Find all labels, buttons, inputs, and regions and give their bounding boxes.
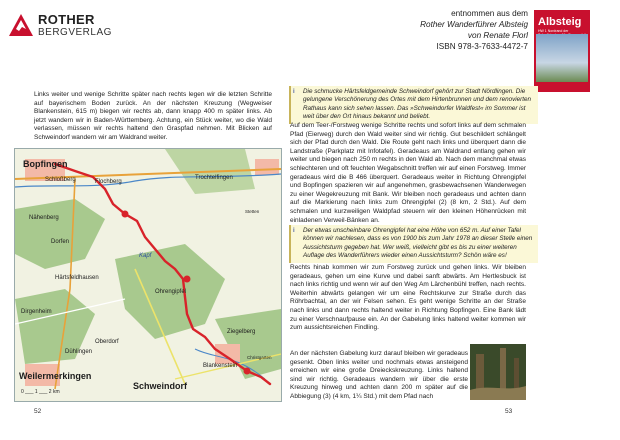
- map-label: Oberdorf: [95, 339, 119, 345]
- right-paragraph: Auf dem Teer-/Forstweg wenige Schritte rechts und sofort links auf dem schmalen Pfad (Eierweg) durch den Wald weiter sind wir richtig. Gut beschildert schlängelt sich der Pfad durch den Wald. Die Route geht nach links und überquert dann die Landstraße (Parkplatz mit Infotafel). Geradeaus am Waldrand entlang gehen wir weiter und biegen nach 250 m rechts in den Wald ab. Nach dem manchmal etwas schlechteren und oft feuchten Wegabschnitt treffen wir auf einen Forstweg. Immer geradeaus wird die B 466 überquert. Geradeaus weiter in Richtung Ohrengipfel und Bopfingen spazieren wir auf angenehmen, grasbewachsenen Wanderwegen zu einer Wegekreuzung mit Bank. Wir bleiben noch geradeaus und achten dann auf die Markierung nach links zum Ohrengipfel (2) (8 km, 2 Std.). Auf dem schmalen und kurzweiligen Waldpfad steuern wir den kleinen Höhenrücken mit einladenen Verweil-Bänken an.: [290, 122, 526, 224]
- route-map: [14, 148, 282, 402]
- info-icon: i: [293, 89, 295, 95]
- info-icon: i: [293, 228, 295, 234]
- map-label: Ohrengipfel: [155, 289, 187, 295]
- page-number-left: 52: [34, 408, 42, 415]
- map-label: Schweindorf: [133, 381, 188, 391]
- publisher-logo-icon: [8, 12, 34, 38]
- info-box: [289, 86, 538, 124]
- map-label: Dorfen: [51, 239, 70, 245]
- book-isbn: ISBN 978-3-7633-4472-7: [436, 42, 528, 51]
- info-box: [289, 225, 538, 263]
- left-paragraph: Links weiter und wenige Schritte später nach rechts legen wir die letzten Schritte auf bayerischem Boden zurück. An der nächsten Kreuzung (Wegweiser Blankenstein, 615 m) biegen wir rechts ab, dann knapp 400 m später links. Ab jetzt wandern wir in Baden-Württemberg. Achtung, ein Stück weiter, wo die Wald verlassen, müssen wir rechts haltend den Graspfad nehmen. Mit Blicken auf Schweindorf wandern wir am Waldrand weiter.: [34, 91, 272, 141]
- map-label: Stetten: [245, 209, 260, 214]
- map-label: Kapf: [139, 253, 152, 259]
- map-label: Dühlingen: [65, 349, 93, 355]
- cover-photo: [536, 34, 588, 82]
- book-info-line1: entnommen aus dem: [451, 9, 528, 18]
- map-label: Nähenberg: [29, 215, 59, 221]
- map-label: Härtsfeldhausen: [55, 275, 99, 281]
- book-title: Rother Wanderführer Albsteig: [420, 20, 528, 29]
- brand-subtitle: BERGVERLAG: [38, 27, 112, 38]
- map-scale: 0 ___ 1 ___ 2 km: [21, 389, 60, 395]
- trail-photo: [470, 344, 526, 400]
- map-label: Ziegelberg: [227, 329, 256, 335]
- cover-title: Albsteig: [538, 16, 582, 28]
- map-label: Weilermerkingen: [19, 371, 92, 381]
- page-number-right: 53: [505, 408, 513, 415]
- book-cover: [534, 10, 590, 92]
- map-label: Trochtelfingen: [195, 175, 233, 181]
- book-author: von Renate Florl: [467, 31, 528, 40]
- map-label: Dirgenheim: [21, 309, 52, 315]
- map-label: Christgarten: [247, 355, 272, 360]
- map-label: Blankenstein: [203, 363, 238, 369]
- map-label: Flochberg: [95, 179, 122, 185]
- right-paragraph: Rechts hinab kommen wir zum Forstweg zurück und gehen links. Wir bleiben geradeaus, gehen um eine Kurve und dabei sanft abwärts. Am Hertlesbuck ist nach links richtig und wenn wir auf den Weg Am Lärchenbühl treffen, nach rechts. Weiterhin abwärts gelangen wir um eine Rechtskurve zur Straße durch das Röhrbachtal, an der wir Felsen sehen. Es geht wenige Schritte an der Straße nach links und dann rechts haltend weiter in Richtung Bopfingen. Eine Bank lädt zu einer Verschnaufpause ein. An der Gabelung links haltend weiter kommen wir zum aussichtsreichen Findling.: [290, 264, 526, 332]
- map-label: Bopfingen: [23, 159, 68, 169]
- map-label: Schloßberg: [45, 177, 76, 183]
- cover-subtitle: HW 1 Nordrand der: [538, 29, 569, 33]
- info-box-text: Der etwas unscheinbare Ohrengipfel hat eine Höhe von 652 m. Auf einer Tafel können wir nachlesen, dass es von 1900 bis zum Jahr 1978 an dieser Stelle einen Aussichtsturm gegeben hat. Wer weiß, vielleicht gibt es bis zu einer weiteren Auflage des Wanderführers wieder einen Aussichtsturm? Schön wäre es!: [303, 227, 533, 259]
- book-info: [318, 8, 528, 52]
- info-box-text: Die schmucke Härtsfeldgemeinde Schweindorf gehört zur Stadt Nördlingen. Die gelungene Verschönerung des Ortes mit dem Hirtenbrunnen und dem renovierten Rathaus kann sich sehen lassen. Das »Schweindorfer Waldfest« im Sommer ist weit über den Ort hinaus bekannt und beliebt.: [303, 88, 531, 120]
- right-paragraph: An der nächsten Gabelung kurz darauf bleiben wir geradeaus gesenkt. Oben links weiter und nochmals etwas ansteigend erreichen wir eine große Dreieckskreuzung. Links haltend sind wir richtig. Geradeaus wandern wir über die erste Kreuzung hinweg und achten dann 200 m später auf die Abbiegung (3) (4 km, 1¼ Std.) mit dem Pfad nach: [290, 350, 468, 400]
- brand-name: ROTHER: [38, 12, 95, 27]
